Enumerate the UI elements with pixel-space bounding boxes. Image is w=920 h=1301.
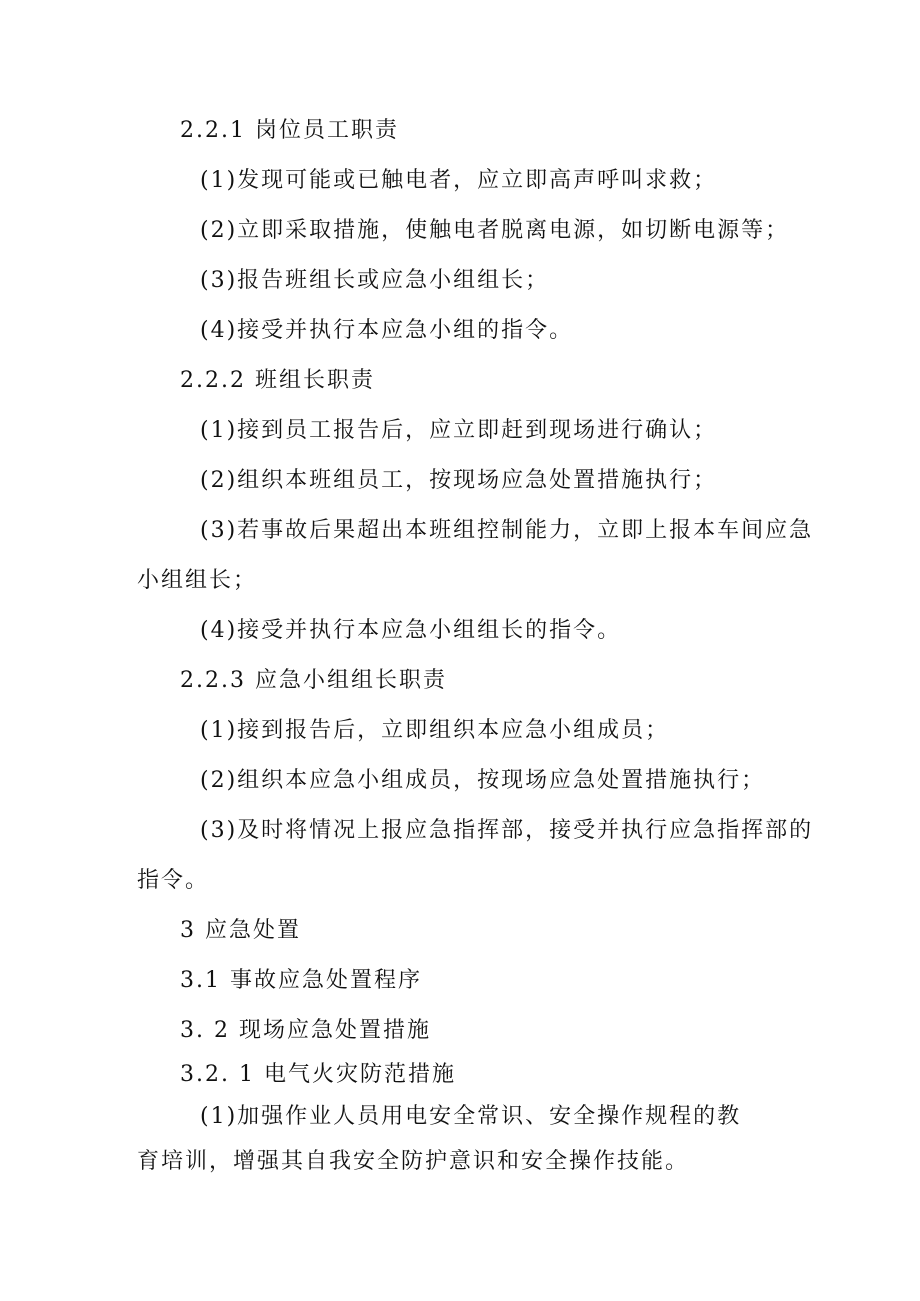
- paragraph-line: (1)加强作业人员用电安全常识、安全操作规程的教: [200, 1104, 742, 1129]
- paragraph-line-continued: 小组组长；: [137, 568, 258, 593]
- paragraph-line-continued: 指令。: [137, 868, 210, 893]
- paragraph-line: (4)接受并执行本应急小组的指令。: [200, 318, 574, 343]
- paragraph-line: (2)立即采取措施，使触电者脱离电源，如切断电源等；: [200, 218, 790, 243]
- paragraph-line: (3)报告班组长或应急小组组长；: [200, 268, 550, 293]
- section-heading-3-2-1: 3.2. 1 电气火灾防范措施: [180, 1062, 456, 1087]
- paragraph-line: (2)组织本应急小组成员，按现场应急处置措施执行；: [200, 768, 766, 793]
- section-heading-3-1: 3.1 事故应急处置程序: [180, 968, 422, 993]
- paragraph-line-continued: 育培训，增强其自我安全防护意识和安全操作技能。: [137, 1149, 690, 1174]
- section-heading-3-2: 3. 2 现场应急处置措施: [180, 1018, 431, 1043]
- paragraph-line: (1)发现可能或已触电者，应立即高声呼叫求救；: [200, 168, 718, 193]
- paragraph-line: (1)接到员工报告后，应立即赶到现场进行确认；: [200, 418, 718, 443]
- paragraph-line: (4)接受并执行本应急小组组长的指令。: [200, 618, 622, 643]
- paragraph-line: (3)及时将情况上报应急指挥部，接受并执行应急指挥部的: [200, 818, 814, 843]
- paragraph-line: (1)接到报告后，立即组织本应急小组成员；: [200, 718, 670, 743]
- section-heading-2-2-2: 2.2.2 班组长职责: [180, 368, 375, 393]
- section-heading-2-2-3: 2.2.3 应急小组组长职责: [180, 668, 447, 693]
- section-heading-3: 3 应急处置: [180, 918, 301, 943]
- section-heading-2-2-1: 2.2.1 岗位员工职责: [180, 118, 399, 143]
- paragraph-line: (3)若事故后果超出本班组控制能力，立即上报本车间应急: [200, 518, 814, 543]
- paragraph-line: (2)组织本班组员工，按现场应急处置措施执行；: [200, 468, 718, 493]
